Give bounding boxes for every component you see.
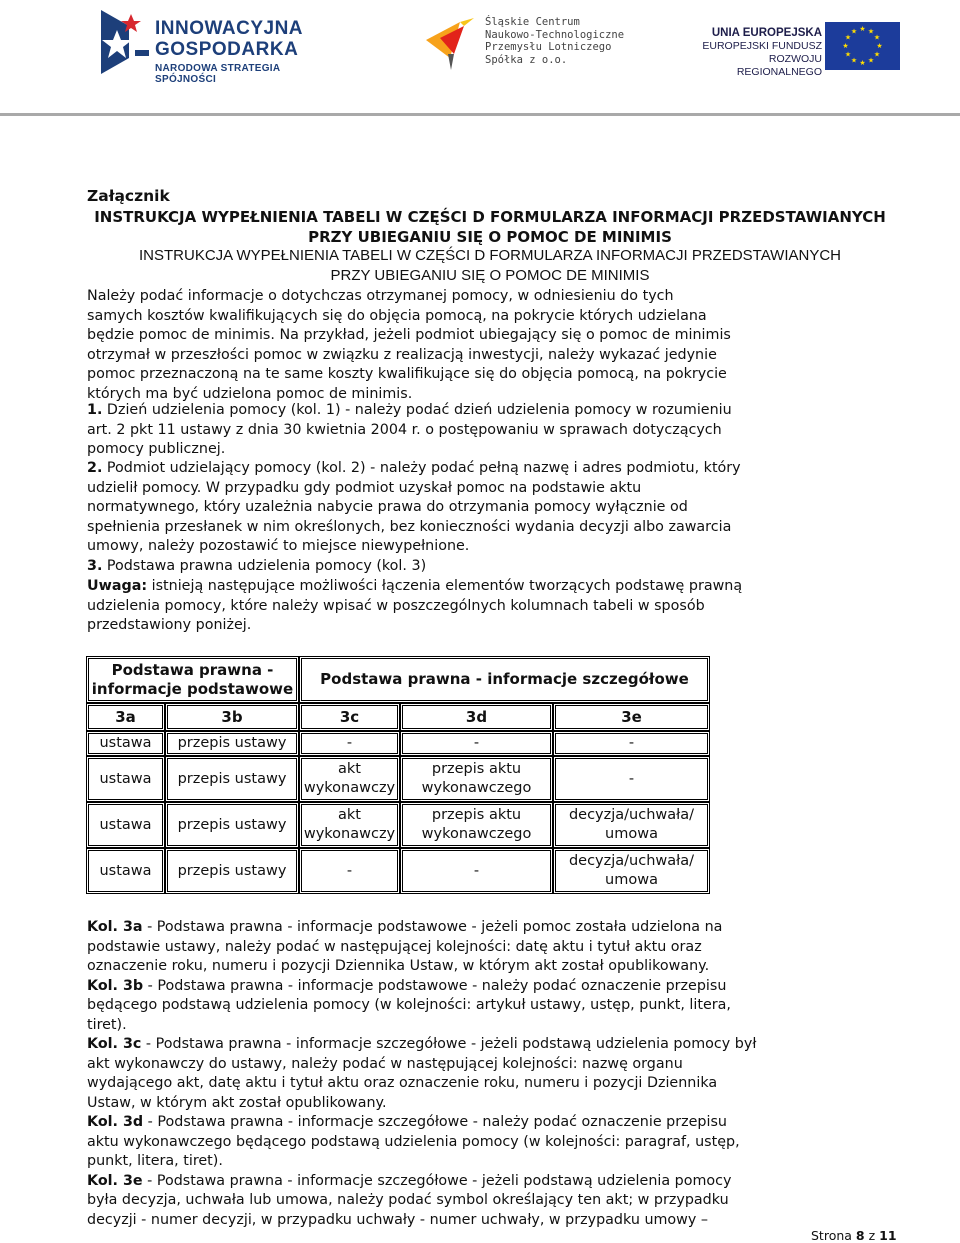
text-line: będącego podstawą udzielenia pomocy (w kolejności: artykuł ustawy, ustęp, punkt, litera,: [87, 997, 731, 1013]
text-line: spełnienia przesłanek w nim określonych, bez konieczności wydania decyzji albo zawarcia: [87, 518, 732, 535]
table-cell: -: [299, 848, 400, 894]
table-cell: -: [400, 848, 553, 894]
item-number: 3.: [87, 558, 103, 574]
eu-text: [700, 26, 822, 79]
svg-text:★: ★: [850, 56, 858, 65]
item-number: 2.: [87, 460, 103, 476]
text-line: otrzymał w przeszłości pomoc w związku z realizacją inwestycji, należy wykazać jedynie: [87, 346, 717, 363]
svg-text:★: ★: [859, 59, 866, 67]
svg-text:★: ★: [867, 27, 875, 36]
page-current: 8: [855, 1228, 865, 1243]
column-text: - Podstawa prawna - informacje szczegółowe - należy podać oznaczenie przepisu: [143, 1114, 727, 1130]
table-cell: akt wykonawczy: [299, 802, 400, 848]
table-cell: ustawa: [86, 731, 165, 756]
table-cell: przepis ustawy: [165, 848, 299, 894]
svg-text:★: ★: [859, 25, 866, 33]
text-line: przedstawiony poniżej.: [87, 617, 252, 633]
eu-line-2: EUROPEJSKI FUNDUSZ: [702, 40, 822, 52]
scntpl-name: [485, 16, 624, 66]
svg-text:★: ★: [842, 42, 849, 50]
text-line: których ma być udzielona pomoc de minimis.: [87, 385, 413, 402]
item-text: Dzień udzielenia pomocy (kol. 1) - należy podać dzień udzielenia pomocy w rozumieniu: [102, 402, 732, 418]
item-1: [87, 401, 787, 460]
scntpl-line: Spółka z o.o.: [485, 53, 568, 66]
text-line: [87, 459, 787, 479]
title-line: INSTRUKCJA WYPEŁNIENIA TABELI W CZĘŚCI D FORMULARZA INFORMACJI PRZEDSTAWIANYCH: [94, 208, 886, 226]
text-line: Należy podać informacje o dotychczas otrzymanej pomocy, w odniesieniu do tych: [87, 288, 674, 304]
column-label: Kol. 3d: [87, 1114, 144, 1130]
table-cell: ustawa: [86, 802, 165, 848]
svg-text:★: ★: [844, 50, 852, 59]
text-line: [87, 977, 787, 997]
text-line: umowy, należy pozostawić to miejsce niewypełnione.: [87, 538, 470, 554]
table-cell: -: [299, 731, 400, 756]
column-explanations: [87, 918, 787, 1230]
star-emblem-icon: [95, 6, 153, 76]
column-label: Kol. 3b: [87, 977, 144, 994]
text-line: decyzji - numer decyzji, w przypadku uchwały - numer uchwały, w przypadku umowy –: [87, 1211, 709, 1228]
table-cell: przepis ustawy: [165, 802, 299, 848]
column-label: Kol. 3a: [87, 919, 143, 935]
logo-line-2: GOSPODARKA: [155, 39, 299, 60]
table-cell: decyzja/uchwała/ umowa: [553, 802, 710, 848]
group-header-basic: Podstawa prawna - informacje podstawowe: [86, 656, 299, 703]
column-text: - Podstawa prawna - informacje podstawowe - należy podać oznaczenie przepisu: [143, 977, 727, 994]
note-paragraph: [87, 577, 787, 636]
title-line: PRZY UBIEGANIU SIĘ O POMOC DE MINIMIS: [330, 266, 650, 284]
title-line: INSTRUKCJA WYPEŁNIENIA TABELI W CZĘŚCI D FORMULARZA INFORMACJI PRZEDSTAWIANYCH: [138, 247, 842, 264]
column-header-3b: 3b: [165, 703, 299, 731]
text-line: [87, 1035, 787, 1055]
column-label: Kol. 3e: [87, 1172, 143, 1189]
eu-line-1: UNIA EUROPEJSKA: [711, 27, 822, 39]
eu-line-3: ROZWOJU REGIONALNEGO: [736, 53, 822, 78]
table-cell: akt wykonawczy: [299, 756, 400, 802]
svg-text:★: ★: [873, 33, 881, 42]
svg-text:★: ★: [844, 33, 852, 42]
innowacyjna-gospodarka-logo: [95, 6, 325, 85]
item-3: [87, 557, 787, 577]
text-line: art. 2 pkt 11 ustawy z dnia 30 kwietnia 2004 r. o postępowaniu w sprawach dotyczących: [87, 421, 722, 438]
eu-logo: [700, 22, 910, 78]
text-line: będzie pomoc de minimis. Na przykład, jeżeli podmiot ubiegający się o pomoc de minimis: [87, 327, 731, 343]
svg-text:★: ★: [876, 42, 883, 50]
table-cell: ustawa: [86, 756, 165, 802]
text-line: [87, 577, 787, 597]
svg-text:★: ★: [873, 50, 881, 59]
text-line: pomocy publicznej.: [87, 441, 226, 457]
text-line: tiret).: [87, 1016, 127, 1033]
page-total: 11: [879, 1228, 897, 1243]
text-line: [87, 1113, 787, 1133]
pencil-plane-icon: [420, 14, 482, 74]
table-cell: przepis aktu wykonawczego: [400, 802, 553, 848]
annex-label: Załącznik: [87, 187, 170, 205]
note-label: Uwaga:: [87, 578, 148, 594]
table-cell: przepis aktu wykonawczego: [400, 756, 553, 802]
text-line: pomoc przeznaczoną na te same koszty kwalifikujące się do objęcia pomocą, na pokrycie: [87, 366, 727, 382]
instruction-title-regular: [87, 246, 893, 285]
table-cell: ustawa: [86, 848, 165, 894]
text-line: aktu wykonawczego będącego podstawą udzielenia pomocy (w kolejności: paragraf, ustęp,: [87, 1133, 740, 1150]
table-cell: -: [553, 756, 710, 802]
text-line: normatywnego, który uzależnia nabycie prawa do otrzymania pomocy wyłącznie od: [87, 499, 688, 515]
text-line: [87, 557, 787, 577]
column-header-3c: 3c: [299, 703, 400, 731]
instruction-title-bold: [87, 207, 893, 247]
text-line: [87, 1172, 787, 1192]
text-line: oznaczenie roku, numeru i pozycji Dziennika Ustaw, w którym akt został opublikowany.: [87, 958, 710, 974]
table-cell: -: [553, 731, 710, 756]
logo-line-3: NARODOWA STRATEGIA SPÓJNOŚCI: [155, 63, 281, 85]
item-number: 1.: [87, 402, 103, 418]
title-line: PRZY UBIEGANIU SIĘ O POMOC DE MINIMIS: [308, 228, 672, 246]
table-cell: -: [400, 731, 553, 756]
text-line: punkt, litera, tiret).: [87, 1153, 223, 1169]
text-line: Ustaw, w którym akt został opublikowany.: [87, 1094, 387, 1111]
column-text: - Podstawa prawna - informacje szczegółowe - jeżeli podstawą udzielenia pomocy był: [141, 1036, 757, 1052]
svg-text:★: ★: [867, 56, 875, 65]
page-prefix: Strona: [811, 1228, 856, 1243]
text-line: wydającego akt, datę aktu i tytuł aktu oraz oznaczenie roku, numeru i pozycji Dziennika: [87, 1075, 718, 1091]
intro-paragraph: [87, 287, 787, 404]
page-separator: z: [864, 1228, 880, 1243]
column-text: - Podstawa prawna - informacje szczegółowe - jeżeli podstawą udzielenia pomocy: [142, 1172, 732, 1189]
text-line: podstawie ustawy, należy podać w następującej kolejności: datę aktu i tytuł aktu oraz: [87, 938, 702, 955]
scntpl-logo: [420, 10, 630, 80]
text-line: [87, 401, 787, 421]
column-label: Kol. 3c: [87, 1036, 142, 1052]
text-line: samych kosztów kwalifikujących się do objęcia pomocą, na pokrycie których udzielana: [87, 307, 707, 324]
table-cell: decyzja/uchwała/ umowa: [553, 848, 710, 894]
scntpl-line: Śląskie Centrum: [485, 16, 580, 28]
column-header-3d: 3d: [400, 703, 553, 731]
scntpl-line: Naukowo-Technologiczne: [485, 28, 625, 41]
logo-line-1: INNOWACYJNA: [155, 18, 304, 39]
header-divider: [0, 113, 960, 116]
text-line: była decyzja, uchwała lub umowa, należy podać symbol określający ten akt; w przypadku: [87, 1192, 729, 1208]
column-text: - Podstawa prawna - informacje podstawowe - jeżeli pomoc została udzielona na: [142, 919, 723, 935]
scntpl-line: Przemysłu Lotniczego: [485, 41, 612, 53]
text-line: akt wykonawczy do ustawy, należy podać w następującej kolejności: nazwę organu: [87, 1055, 683, 1072]
text-line: [87, 918, 787, 938]
column-header-3e: 3e: [553, 703, 710, 731]
svg-text:★: ★: [850, 27, 858, 36]
item-text: Podstawa prawna udzielenia pomocy (kol. 3): [102, 558, 427, 574]
text-line: udzielenia pomocy, które należy wpisać w poszczególnych kolumnach tabeli w sposób: [87, 597, 705, 614]
legal-basis-table: [86, 656, 710, 896]
page-header: [0, 0, 960, 118]
page-number: [811, 1228, 897, 1243]
group-header-detailed: Podstawa prawna - informacje szczegółowe: [299, 656, 710, 703]
table-cell: przepis ustawy: [165, 731, 299, 756]
text-line: udzielił pomocy. W przypadku gdy podmiot uzyskał pomoc na podstawie aktu: [87, 479, 642, 496]
table-cell: przepis ustawy: [165, 756, 299, 802]
eu-flag-icon: [825, 22, 900, 70]
note-text: istnieją następujące możliwości łączenia elementów tworzących podstawę prawną: [147, 578, 743, 594]
column-header-3a: 3a: [86, 703, 165, 731]
item-2: [87, 459, 787, 557]
item-text: Podmiot udzielający pomocy (kol. 2) - należy podać pełną nazwę i adres podmiotu, który: [102, 460, 741, 476]
